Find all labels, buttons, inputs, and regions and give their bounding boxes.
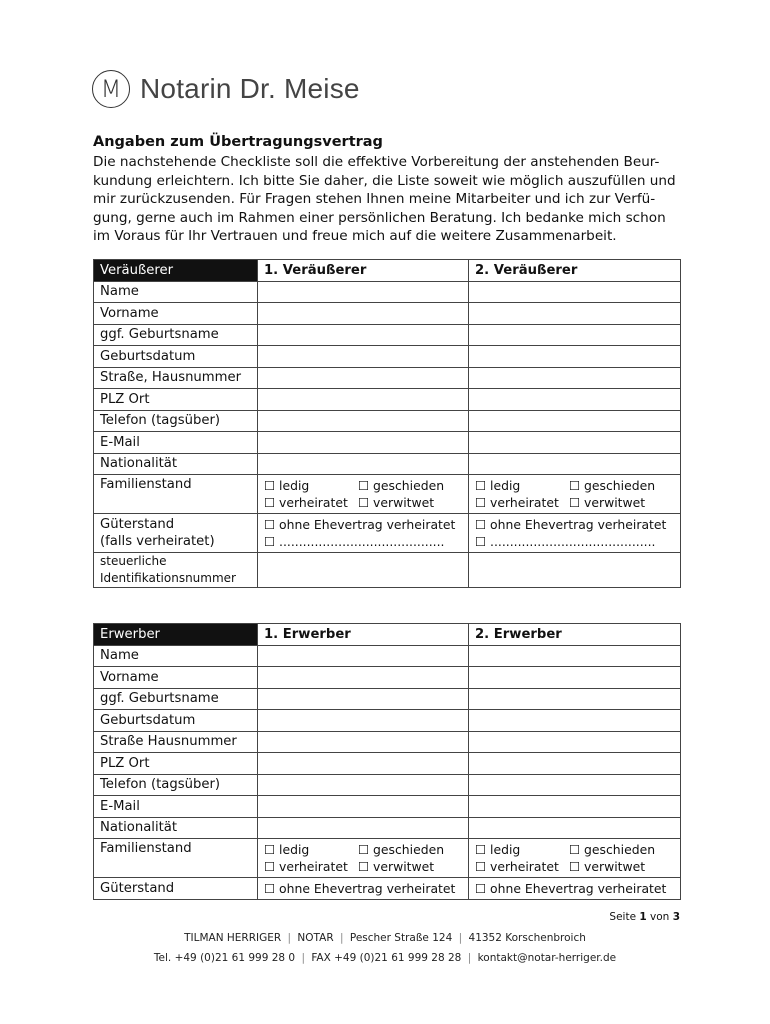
notary-logo: [92, 68, 360, 110]
footer-email[interactable]: kontakt@notar-herriger.de: [477, 952, 617, 964]
page-current: 1: [639, 911, 647, 923]
buyer-1-header: 1. Erwerber: [258, 624, 469, 646]
buyer-2-field[interactable]: [469, 817, 681, 839]
seller-2-marital-options: [469, 475, 681, 514]
buyer-1-field[interactable]: [258, 645, 469, 667]
row-label: Straße Hausnummer: [94, 731, 258, 753]
table-header-row: [94, 260, 681, 282]
table-row: [94, 367, 681, 389]
row-label: [94, 514, 258, 553]
seller-1-field[interactable]: [258, 367, 469, 389]
seller-1-field[interactable]: [258, 432, 469, 454]
buyer-2-field[interactable]: [469, 731, 681, 753]
footer-address: [0, 932, 770, 944]
seller-1-field[interactable]: [258, 324, 469, 346]
intro-text: [93, 153, 693, 246]
buyer-1-field[interactable]: [258, 731, 469, 753]
row-label: E-Mail: [94, 796, 258, 818]
seller-2-field[interactable]: [469, 410, 681, 432]
footer-phone: Tel. +49 (0)21 61 999 28 0: [153, 952, 296, 964]
seller-1-field[interactable]: [258, 346, 469, 368]
intro-line: Die nachstehende Checkliste soll die effektive Vorbereitung der anstehenden Beur-: [93, 154, 660, 170]
buyer-1-field[interactable]: [258, 688, 469, 710]
checkbox-ledig[interactable]: ☐ ledig: [264, 842, 310, 857]
tax-id-row: [94, 553, 681, 588]
seller-2-field[interactable]: [469, 389, 681, 411]
seller-2-field[interactable]: [469, 324, 681, 346]
checkbox-verwitwet[interactable]: ☐ verwitwet: [358, 859, 435, 874]
seller-section-label: Veräußerer: [94, 260, 258, 282]
row-label: Nationalität: [94, 453, 258, 475]
table-row: [94, 346, 681, 368]
table-row: [94, 796, 681, 818]
table-row: [94, 303, 681, 325]
table-row: [94, 667, 681, 689]
row-label: Straße, Hausnummer: [94, 367, 258, 389]
page-prefix: Seite: [609, 911, 637, 923]
separator: |: [301, 952, 305, 964]
gueterstand-row: [94, 514, 681, 553]
intro-line: kundung erleichtern. Ich bitte Sie daher, die Liste soweit wie möglich auszufüllen und: [93, 172, 676, 189]
table-row: [94, 688, 681, 710]
page-mid: von: [650, 911, 670, 923]
intro-section: [93, 134, 693, 246]
buyer-1-field[interactable]: [258, 817, 469, 839]
row-label: Telefon (tagsüber): [94, 410, 258, 432]
seller-2-field[interactable]: [469, 281, 681, 303]
row-label: [94, 553, 258, 588]
tax-id-label: steuerliche: [100, 554, 167, 568]
buyer-2-field[interactable]: [469, 688, 681, 710]
intro-line: mir zurückzusenden. Für Fragen stehen Ihnen meine Mitarbeiter und ich zur Verfü-: [93, 191, 656, 208]
seller-1-field[interactable]: [258, 553, 469, 588]
seller-2-header: 2. Veräußerer: [469, 260, 681, 282]
page-title: Angaben zum Übertragungsvertrag: [93, 134, 383, 150]
table-header-row: [94, 624, 681, 646]
checkbox-ohne-ehevertrag[interactable]: ☐ ohne Ehevertrag verheiratet: [475, 517, 667, 532]
checkbox-verheiratet[interactable]: ☐ verheiratet: [264, 859, 348, 874]
row-label: Telefon (tagsüber): [94, 774, 258, 796]
gueterstand-note: (falls verheiratet): [100, 534, 215, 549]
buyer-1-field[interactable]: [258, 710, 469, 732]
checkbox-ledig[interactable]: ☐ ledig: [264, 478, 310, 493]
buyer-1-field[interactable]: [258, 753, 469, 775]
buyer-section-label: Erwerber: [94, 624, 258, 646]
table-row: [94, 432, 681, 454]
table-row: [94, 453, 681, 475]
row-label: Geburtsdatum: [94, 346, 258, 368]
row-label: PLZ Ort: [94, 389, 258, 411]
table-row: [94, 645, 681, 667]
row-label: Nationalität: [94, 817, 258, 839]
checkbox-ohne-ehevertrag[interactable]: ☐ ohne Ehevertrag verheiratet: [475, 880, 667, 896]
buyer-2-field[interactable]: [469, 753, 681, 775]
row-label: Vorname: [94, 303, 258, 325]
familienstand-row: [94, 839, 681, 878]
checkbox-ohne-ehevertrag[interactable]: ☐ ohne Ehevertrag verheiratet: [264, 517, 456, 532]
checkbox-verheiratet[interactable]: ☐ verheiratet: [475, 495, 559, 510]
page-total: 3: [672, 911, 680, 923]
separator: |: [287, 932, 292, 944]
buyer-2-field[interactable]: [469, 667, 681, 689]
tax-id-label: Identifikationsnummer: [100, 571, 236, 585]
buyer-1-marital-options: [258, 839, 469, 878]
table-row: [94, 817, 681, 839]
seller-1-header: 1. Veräußerer: [258, 260, 469, 282]
checkbox-geschieden[interactable]: ☐ geschieden: [358, 478, 445, 493]
seller-1-field[interactable]: [258, 303, 469, 325]
page-number: [609, 911, 680, 923]
row-label: Familienstand: [94, 839, 258, 878]
row-label: ggf. Geburtsname: [94, 324, 258, 346]
seller-1-field[interactable]: [258, 453, 469, 475]
buyer-1-field[interactable]: [258, 774, 469, 796]
row-label: Name: [94, 281, 258, 303]
footer-street: Pescher Straße 124: [349, 932, 453, 944]
table-row: [94, 774, 681, 796]
intro-line: im Voraus für Ihr Vertrauen und freue mich auf die weitere Zusammenarbeit.: [93, 228, 617, 245]
checkbox-ledig[interactable]: ☐ ledig: [475, 478, 521, 493]
seller-1-field[interactable]: [258, 410, 469, 432]
buyer-2-field[interactable]: [469, 710, 681, 732]
seller-1-property-regime: [258, 514, 469, 553]
checkbox-verheiratet[interactable]: ☐ verheiratet: [264, 495, 348, 510]
buyer-2-field[interactable]: [469, 645, 681, 667]
checkbox-verwitwet[interactable]: ☐ verwitwet: [569, 495, 646, 510]
gueterstand-row: [94, 878, 681, 900]
checkbox-geschieden[interactable]: ☐ geschieden: [358, 842, 445, 857]
gueterstand-label: Güterstand: [100, 517, 175, 532]
row-label: Familienstand: [94, 475, 258, 514]
intro-line: gung, gerne auch im Rahmen einer persönlichen Beratung. Ich bedanke mich schon: [93, 209, 666, 226]
seller-2-field[interactable]: [469, 432, 681, 454]
checkbox-ohne-ehevertrag[interactable]: ☐ ohne Ehevertrag verheiratet: [264, 880, 456, 896]
table-row: [94, 324, 681, 346]
row-label: Geburtsdatum: [94, 710, 258, 732]
checkbox-other[interactable]: ☐ ..........................................: [264, 534, 445, 549]
footer-city: 41352 Korschenbroich: [468, 932, 586, 944]
table-row: [94, 710, 681, 732]
footer-title: NOTAR: [297, 932, 334, 944]
checkbox-verwitwet[interactable]: ☐ verwitwet: [358, 495, 435, 510]
seller-1-field[interactable]: [258, 281, 469, 303]
buyer-1-field[interactable]: [258, 796, 469, 818]
seller-1-field[interactable]: [258, 389, 469, 411]
seller-1-marital-options: [258, 475, 469, 514]
buyer-table: [93, 623, 681, 900]
logo-monogram-icon: M: [92, 70, 130, 108]
seller-2-field[interactable]: [469, 553, 681, 588]
separator: |: [458, 932, 463, 944]
checkbox-geschieden[interactable]: ☐ geschieden: [569, 842, 656, 857]
buyer-2-field[interactable]: [469, 774, 681, 796]
footer-name: TILMAN HERRIGER: [184, 932, 282, 944]
buyer-2-property-regime: [469, 878, 681, 900]
table-row: [94, 753, 681, 775]
logo-name: Notarin Dr. Meise: [140, 73, 360, 104]
buyer-2-header: 2. Erwerber: [469, 624, 681, 646]
familienstand-row: [94, 475, 681, 514]
separator: |: [467, 952, 472, 964]
footer-contact: [0, 952, 770, 964]
buyer-1-property-regime: [258, 878, 469, 900]
row-label: E-Mail: [94, 432, 258, 454]
seller-2-property-regime: [469, 514, 681, 553]
table-row: [94, 281, 681, 303]
seller-2-field[interactable]: [469, 453, 681, 475]
table-row: [94, 731, 681, 753]
row-label: Vorname: [94, 667, 258, 689]
row-label: Name: [94, 645, 258, 667]
seller-2-field[interactable]: [469, 367, 681, 389]
table-row: [94, 410, 681, 432]
separator: |: [339, 932, 344, 944]
table-row: [94, 389, 681, 411]
checkbox-ledig[interactable]: ☐ ledig: [475, 842, 521, 857]
seller-2-field[interactable]: [469, 346, 681, 368]
buyer-2-field[interactable]: [469, 796, 681, 818]
footer-fax: FAX +49 (0)21 61 999 28 28: [311, 952, 462, 964]
row-label: Güterstand: [94, 878, 258, 900]
row-label: PLZ Ort: [94, 753, 258, 775]
seller-2-field[interactable]: [469, 303, 681, 325]
checkbox-verheiratet[interactable]: ☐ verheiratet: [475, 859, 559, 874]
buyer-2-marital-options: [469, 839, 681, 878]
checkbox-other[interactable]: ☐ ..........................................: [475, 534, 656, 549]
checkbox-geschieden[interactable]: ☐ geschieden: [569, 478, 656, 493]
buyer-1-field[interactable]: [258, 667, 469, 689]
checkbox-verwitwet[interactable]: ☐ verwitwet: [569, 859, 646, 874]
row-label: ggf. Geburtsname: [94, 688, 258, 710]
seller-table: [93, 259, 681, 588]
